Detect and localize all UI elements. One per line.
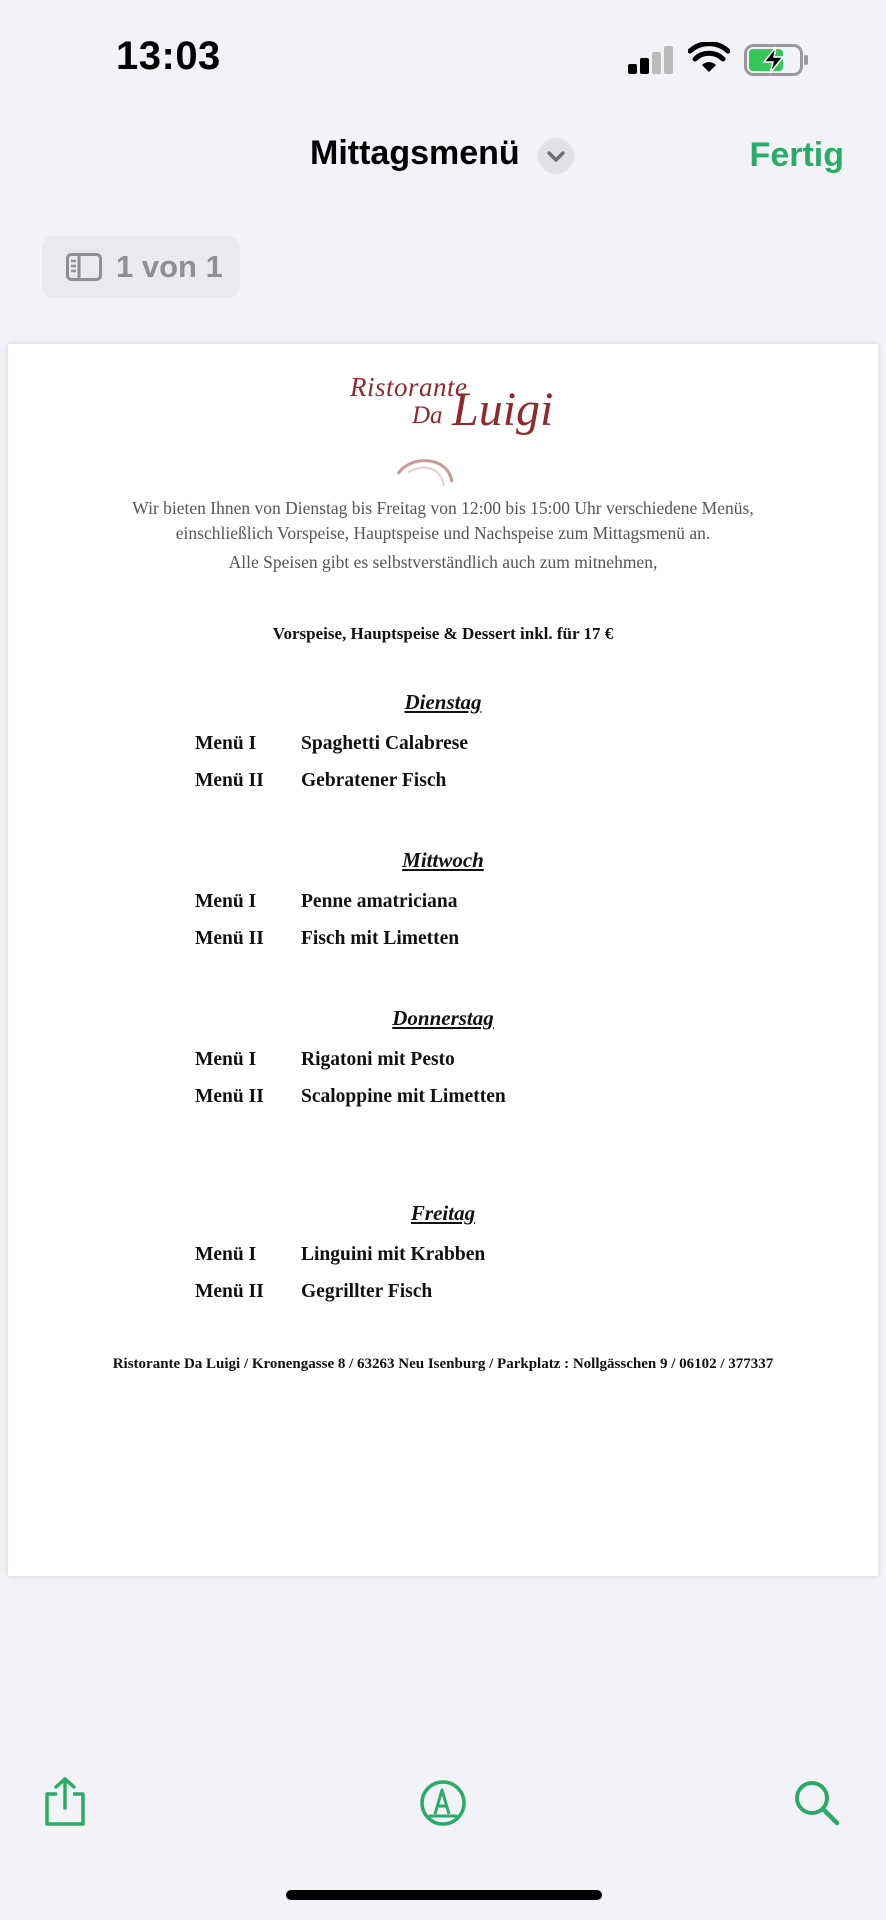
menu-dish: Scaloppine mit Limetten: [301, 1086, 506, 1107]
status-bar: [0, 0, 886, 120]
page-indicator-button[interactable]: [42, 236, 240, 298]
menu-label: Menü I: [195, 891, 257, 912]
document-page[interactable]: [8, 344, 878, 1576]
chevron-down-icon: [538, 138, 574, 174]
restaurant-address-footer: Ristorante Da Luigi / Kronengasse 8 / 63263 Neu Isenburg / Parkplatz : Nollgässchen 9 / 06102 / 377337: [112, 1356, 774, 1372]
menu-dish: Linguini mit Krabben: [301, 1244, 486, 1265]
price-line: Vorspeise, Hauptspeise & Dessert inkl. für 17 €: [272, 624, 614, 643]
wifi-icon: [688, 42, 730, 74]
menu-dish: Penne amatriciana: [301, 891, 458, 912]
intro-line-3: Alle Speisen gibt es selbstverständlich auch zum mitnehmen,: [228, 552, 658, 572]
menu-label: Menü II: [195, 1281, 264, 1302]
menu-label: Menü II: [195, 928, 264, 949]
logo-text-da: Da: [412, 402, 443, 429]
title-menu-button[interactable]: [538, 138, 574, 174]
day-title-freitag: Freitag: [410, 1201, 476, 1225]
sidebar-icon: [66, 253, 102, 281]
cellular-signal-icon: [628, 46, 674, 74]
menu-label: Menü I: [195, 1244, 257, 1265]
logo-swirl: [378, 452, 498, 498]
document-title[interactable]: Mittagsmenü: [310, 134, 520, 172]
done-button[interactable]: Fertig: [749, 136, 844, 174]
logo-text-ristorante: Ristorante: [350, 372, 468, 402]
menu-dish: Spaghetti Calabrese: [301, 733, 469, 754]
page-indicator-label: 1 von 1: [116, 249, 223, 284]
share-icon[interactable]: [42, 1776, 88, 1828]
menu-dish: Gegrillter Fisch: [301, 1281, 433, 1302]
markup-icon[interactable]: [418, 1778, 468, 1828]
menu-label: Menü II: [195, 1086, 264, 1107]
restaurant-logo: [338, 358, 554, 498]
search-icon[interactable]: [792, 1778, 842, 1828]
intro-line-1: Wir bieten Ihnen von Dienstag bis Freitag von 12:00 bis 15:00 Uhr verschiedene Menüs,: [132, 498, 754, 518]
day-title-dienstag: Dienstag: [404, 690, 482, 714]
day-title-mittwoch: Mittwoch: [402, 848, 484, 872]
intro-line-2: einschließlich Vorspeise, Hauptspeise und Nachspeise zum Mittagsmenü an.: [175, 523, 711, 543]
home-indicator[interactable]: [286, 1890, 602, 1900]
status-time: 13:03: [116, 34, 221, 78]
menu-label: Menü I: [195, 1049, 257, 1070]
menu-dish: Fisch mit Limetten: [301, 928, 460, 949]
menu-dish: Rigatoni mit Pesto: [301, 1049, 455, 1070]
day-title-donnerstag: Donnerstag: [392, 1006, 494, 1030]
battery-charging-icon: [744, 44, 810, 76]
menu-label: Menü I: [195, 733, 257, 754]
logo-text-luigi: Luigi: [452, 383, 554, 436]
menu-dish: Gebratener Fisch: [301, 770, 447, 791]
menu-label: Menü II: [195, 770, 264, 791]
